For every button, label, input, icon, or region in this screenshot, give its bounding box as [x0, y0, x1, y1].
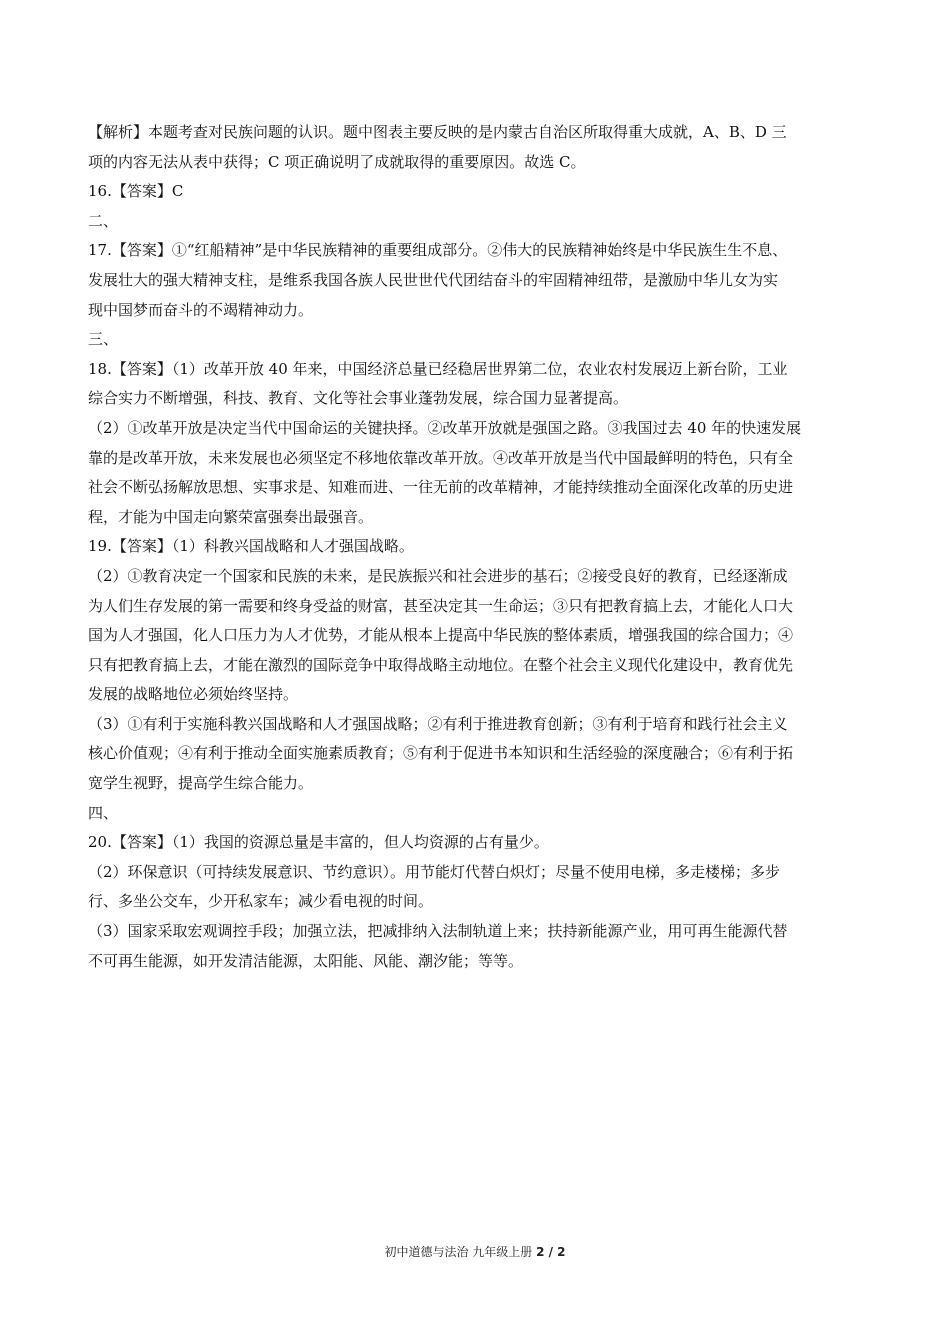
- text-line: 靠的是改革开放，未来发展也必须坚定不移地依靠改革开放。④改革开放是当代中国最鲜明的特色，只有全: [88, 448, 794, 467]
- text-line: 为人们生存发展的第一需要和终身受益的财富，甚至决定其一生命运；③只有把教育搞上去，才能化人口大: [88, 596, 794, 615]
- page-footer: [0, 1243, 950, 1261]
- text-line: 核心价值观；④有利于推动全面实施素质教育；⑤有利于促进书本知识和生活经验的深度融合；⑥有利于拓: [88, 744, 794, 763]
- page-number: 2 / 2: [536, 1245, 566, 1259]
- text-line: 现中国梦而奋斗的不竭精神动力。: [88, 300, 314, 319]
- text-line: 19.【答案】（1）科教兴国战略和人才强国战略。: [88, 537, 414, 556]
- text-line: 行、多坐公交车，少开私家车；减少看电视的时间。: [88, 892, 434, 911]
- text-line: （2）①改革开放是决定当代中国命运的关键抉择。②改革开放就是强国之路。③我国过去 40 年的快速发展: [88, 418, 802, 437]
- text-line: 国为人才强国，化人口压力为人才优势，才能从根本上提高中华民族的整体素质，增强我国的综合国力；④: [88, 626, 794, 645]
- text-line: （3）①有利于实施科教兴国战略和人才强国战略；②有利于推进教育创新；③有利于培育和践行社会主义: [88, 714, 788, 733]
- footer-label: 初中道德与法治 九年级上册: [384, 1245, 537, 1259]
- section-heading: 二、: [88, 211, 119, 230]
- text-line: 发展壮大的强大精神支柱，是维系我国各族人民世世代代团结奋斗的牢固精神纽带，是激励中华儿女为实: [88, 270, 779, 289]
- text-line: （3）国家采取宏观调控手段；加强立法，把减排纳入法制轨道上来；扶持新能源产业，用可再生能源代替: [88, 922, 788, 941]
- text-line: 17.【答案】①“红船精神”是中华民族精神的重要组成部分。②伟大的民族精神始终是中华民族生生不息、: [88, 241, 788, 260]
- text-line: 宽学生视野，提高学生综合能力。: [88, 774, 314, 793]
- text-line: 16.【答案】C: [88, 182, 184, 201]
- section-heading: 三、: [88, 330, 119, 349]
- text-line: 综合实力不断增强，科技、教育、文化等社会事业蓬勃发展，综合国力显著提高。: [88, 389, 629, 408]
- text-line: （2）①教育决定一个国家和民族的未来，是民族振兴和社会进步的基石；②接受良好的教育，已经逐渐成: [88, 566, 788, 585]
- text-line: 社会不断弘扬解放思想、实事求是、知难而进、一往无前的改革精神，才能持续推动全面深化改革的历史进: [88, 478, 794, 497]
- text-line: 项的内容无法从表中获得；C 项正确说明了成就取得的重要原因。故选 C。: [88, 152, 586, 171]
- text-line: 20.【答案】（1）我国的资源总量是丰富的，但人均资源的占有量少。: [88, 833, 549, 852]
- text-line: 18.【答案】（1）改革开放 40 年来，中国经济总量已经稳居世界第二位，农业农村发展迈上新台阶，工业: [88, 359, 788, 378]
- answer-text-body: [88, 118, 864, 976]
- text-line: （2）环保意识（可持续发展意识、节约意识）。用节能灯代替白炽灯；尽量不使用电梯，多走楼梯；多步: [88, 862, 781, 881]
- section-heading: 四、: [88, 803, 119, 822]
- text-line: 程，才能为中国走向繁荣富强奏出最强音。: [88, 507, 374, 526]
- text-line: 发展的战略地位必须始终坚持。: [88, 685, 299, 704]
- text-line: 【解析】本题考查对民族问题的认识。题中图表主要反映的是内蒙古自治区所取得重大成就，A、B、D 三: [88, 123, 787, 141]
- text-line: 只有把教育搞上去，才能在激烈的国际竞争中取得战略主动地位。在整个社会主义现代化建设中，教育优先: [88, 655, 794, 674]
- text-line: 不可再生能源，如开发清洁能源，太阳能、风能、潮汐能；等等。: [88, 951, 524, 970]
